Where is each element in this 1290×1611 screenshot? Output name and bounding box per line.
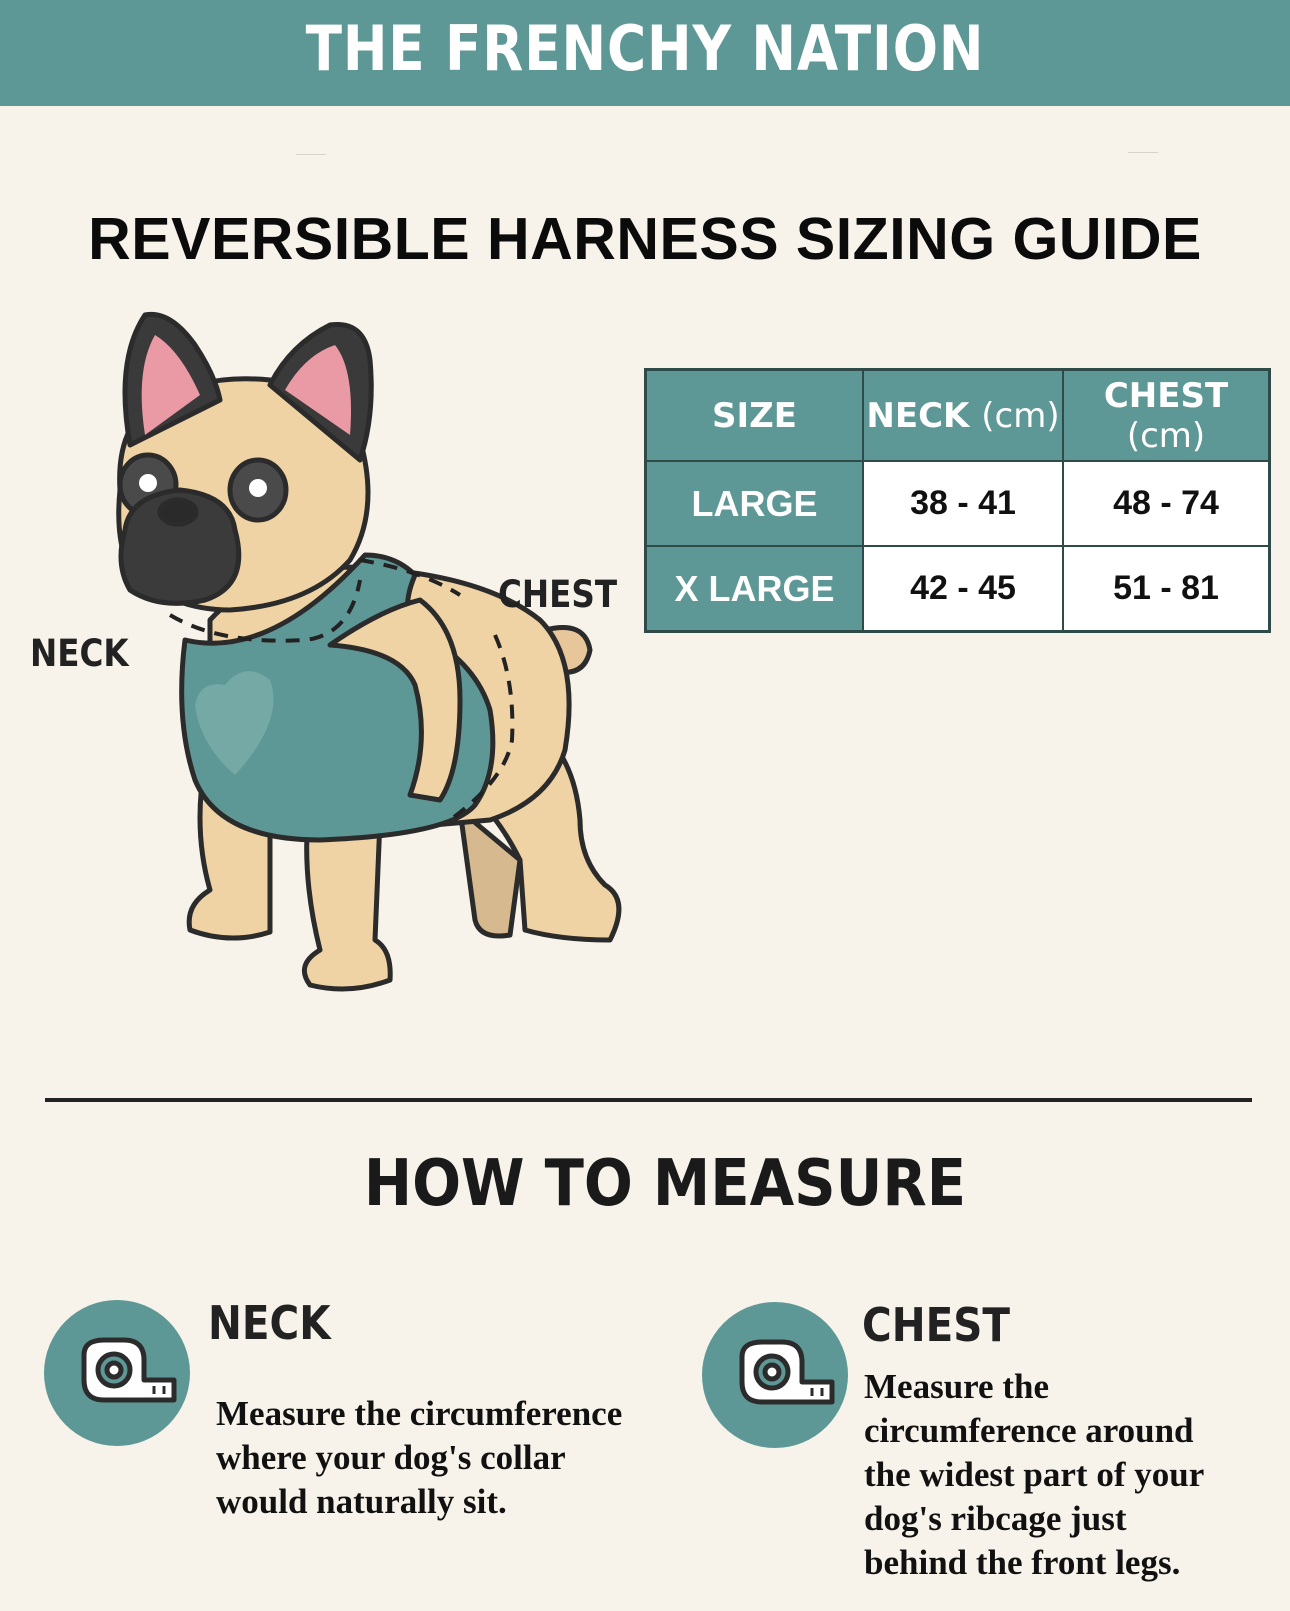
brand-title: THE FRENCHY NATION [305,12,985,85]
divider-line [296,154,326,155]
chest-instructions: Measure the circumference around the widest part of your dog's ribcage just behind the front legs. [864,1367,1205,1582]
chest-cell: 48 - 74 [1063,461,1270,546]
header-neck: NECK (cm) [863,370,1063,462]
table-header-row [646,370,1270,462]
table-row [646,546,1270,632]
chest-label: CHEST [498,573,618,616]
header-size: SIZE [646,370,864,462]
neck-instructions: Measure the circumference where your dog's collar would naturally sit. [216,1394,623,1521]
divider-line [1128,152,1158,153]
size-cell: X LARGE [646,546,864,632]
neck-label: NECK [30,632,129,675]
chest-cell: 51 - 81 [1063,546,1270,632]
section-divider [45,1098,1252,1102]
how-to-measure-title: HOW TO MEASURE [363,1147,967,1221]
neck-cell: 42 - 45 [863,546,1063,632]
neck-icon-circle [44,1300,190,1446]
size-chart-table [644,368,1271,633]
table-row [646,461,1270,546]
sizing-guide-title: REVERSIBLE HARNESS SIZING GUIDE [88,206,1202,272]
chest-heading: CHEST [862,1298,1011,1352]
measuring-tape-icon [44,1300,190,1446]
header-banner [0,0,1290,106]
measuring-tape-icon [702,1302,848,1448]
neck-cell: 38 - 41 [863,461,1063,546]
size-cell: LARGE [646,461,864,546]
chest-icon-circle [702,1302,848,1448]
header-chest: CHEST (cm) [1063,370,1270,462]
neck-heading: NECK [208,1296,331,1350]
